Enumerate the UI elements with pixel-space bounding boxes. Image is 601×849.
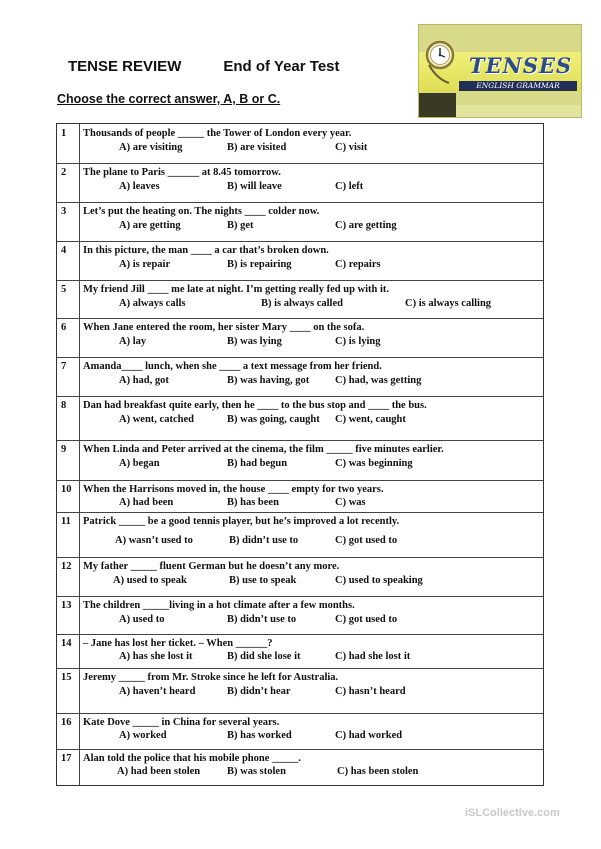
question-row (57, 318, 543, 358)
question-row (57, 749, 543, 785)
question-row (57, 440, 543, 481)
question-number: 14 (61, 638, 72, 649)
option-a: A) is repair (119, 259, 171, 270)
question-text: – Jane has lost her ticket. – When ______? (83, 638, 273, 649)
question-text: Alan told the police that his mobile phone _____. (83, 753, 301, 764)
column-divider (79, 357, 80, 396)
option-a: A) used to (119, 614, 165, 625)
column-divider (79, 668, 80, 713)
question-number: 10 (61, 484, 72, 495)
question-text: The plane to Paris ______ at 8.45 tomorrow. (83, 167, 281, 178)
option-c: C) visit (335, 142, 368, 153)
question-number: 16 (61, 717, 72, 728)
option-a: A) had, got (119, 375, 169, 386)
column-divider (79, 713, 80, 749)
question-row (57, 202, 543, 242)
option-c: C) are getting (335, 220, 397, 231)
column-divider (79, 440, 80, 480)
option-c: C) was (335, 497, 366, 508)
tenses-logo (418, 24, 582, 118)
option-a: A) wasn’t used to (115, 535, 193, 546)
question-text: My friend Jill ____ me late at night. I’m getting really fed up with it. (83, 284, 390, 295)
option-b: B) was stolen (227, 766, 286, 777)
option-b: B) had begun (227, 458, 288, 469)
option-b: B) is always called (261, 298, 343, 309)
column-divider (79, 512, 80, 557)
column-divider (79, 202, 80, 241)
page-title (68, 58, 340, 75)
site-watermark: iSLCollective.com (465, 807, 560, 819)
question-number: 5 (61, 284, 67, 295)
question-number: 17 (61, 753, 72, 764)
option-a: A) went, catched (119, 414, 194, 425)
question-row (57, 512, 543, 558)
option-a: A) are getting (119, 220, 181, 231)
question-number: 15 (61, 672, 72, 683)
option-b: B) did she lose it (227, 651, 301, 662)
option-b: B) didn’t hear (227, 686, 291, 697)
question-text: Dan had breakfast quite early, then he ____ to the bus stop and ____ the bus. (83, 400, 427, 411)
option-a: A) are visiting (119, 142, 183, 153)
question-text: When Linda and Peter arrived at the cinema, the film _____ five minutes earlier. (83, 444, 444, 455)
option-c: C) went, caught (335, 414, 406, 425)
question-row (57, 557, 543, 597)
option-a: A) lay (119, 336, 147, 347)
option-b: B) didn’t use to (229, 535, 299, 546)
option-c: C) hasn’t heard (335, 686, 406, 697)
option-c: C) had worked (335, 730, 403, 741)
option-c: C) had she lost it (335, 651, 411, 662)
question-text: When Jane entered the room, her sister Mary ____ on the sofa. (83, 322, 365, 333)
question-row (57, 396, 543, 441)
question-row (57, 163, 543, 203)
question-row (57, 668, 543, 714)
option-c: C) left (335, 181, 364, 192)
option-b: B) was having, got (227, 375, 310, 386)
test-subtitle: End of Year Test (223, 58, 340, 75)
question-text: The children _____living in a hot climate after a few months. (83, 600, 355, 611)
logo-subtitle: ENGLISH GRAMMAR (459, 81, 577, 91)
option-b: B) is repairing (227, 259, 292, 270)
question-number: 9 (61, 444, 67, 455)
question-text: Patrick _____ be a good tennis player, but he’s improved a lot recently. (83, 516, 400, 527)
option-a: A) has she lost it (119, 651, 193, 662)
question-number: 2 (61, 167, 67, 178)
question-number: 3 (61, 206, 67, 217)
option-c: C) has been stolen (337, 766, 419, 777)
question-row (57, 241, 543, 281)
option-c: C) repairs (335, 259, 381, 270)
logo-title: TENSES (469, 53, 573, 78)
option-a: A) leaves (119, 181, 160, 192)
option-b: B) has been (227, 497, 279, 508)
option-c: C) used to speaking (335, 575, 423, 586)
question-number: 12 (61, 561, 72, 572)
column-divider (79, 318, 80, 357)
instructions: Choose the correct answer, A, B or C. (57, 92, 281, 106)
column-divider (79, 280, 80, 318)
question-row (57, 596, 543, 635)
question-number: 13 (61, 600, 72, 611)
question-row (57, 280, 543, 319)
logo-block-dark (419, 93, 456, 117)
question-number: 8 (61, 400, 67, 411)
question-number: 1 (61, 128, 67, 139)
question-text: Kate Dove _____ in China for several years. (83, 717, 280, 728)
logo-block-light (456, 105, 581, 117)
column-divider (79, 124, 80, 163)
option-b: B) was lying (227, 336, 282, 347)
question-row (57, 357, 543, 397)
option-a: A) worked (119, 730, 167, 741)
column-divider (79, 163, 80, 202)
question-number: 7 (61, 361, 67, 372)
option-c: C) is always calling (405, 298, 492, 309)
option-c: C) got used to (335, 614, 398, 625)
question-text: Jeremy _____ from Mr. Stroke since he left for Australia. (83, 672, 339, 683)
option-c: C) is lying (335, 336, 381, 347)
question-number: 6 (61, 322, 67, 333)
column-divider (79, 749, 80, 785)
question-text: Amanda____ lunch, when she ____ a text message from her friend. (83, 361, 382, 372)
clock-icon (423, 35, 457, 87)
option-b: B) will leave (227, 181, 282, 192)
option-c: C) had, was getting (335, 375, 422, 386)
column-divider (79, 396, 80, 440)
question-text: My father _____ fluent German but he doesn’t any more. (83, 561, 340, 572)
question-number: 4 (61, 245, 67, 256)
column-divider (79, 596, 80, 634)
option-a: A) began (119, 458, 160, 469)
option-a: A) had been (119, 497, 174, 508)
option-b: B) was going, caught (227, 414, 320, 425)
question-row (57, 480, 543, 513)
question-row (57, 124, 543, 164)
question-table (56, 123, 544, 786)
question-row (57, 713, 543, 750)
question-text: Thousands of people _____ the Tower of London every year. (83, 128, 352, 139)
question-number: 11 (61, 516, 71, 527)
option-b: B) didn’t use to (227, 614, 297, 625)
question-text: When the Harrisons moved in, the house ____ empty for two years. (83, 484, 384, 495)
option-b: B) get (227, 220, 254, 231)
column-divider (79, 634, 80, 668)
option-a: A) haven’t heard (119, 686, 196, 697)
option-a: A) used to speak (113, 575, 187, 586)
test-title: TENSE REVIEW (68, 58, 182, 75)
column-divider (79, 241, 80, 280)
question-row (57, 634, 543, 669)
option-a: A) always calls (119, 298, 186, 309)
column-divider (79, 557, 80, 596)
option-c: C) was beginning (335, 458, 413, 469)
option-a: A) had been stolen (117, 766, 201, 777)
option-b: B) are visited (227, 142, 287, 153)
question-text: Let’s put the heating on. The nights ____ colder now. (83, 206, 320, 217)
option-b: B) has worked (227, 730, 292, 741)
question-text: In this picture, the man ____ a car that’s broken down. (83, 245, 329, 256)
option-c: C) got used to (335, 535, 398, 546)
column-divider (79, 480, 80, 512)
option-b: B) use to speak (229, 575, 297, 586)
